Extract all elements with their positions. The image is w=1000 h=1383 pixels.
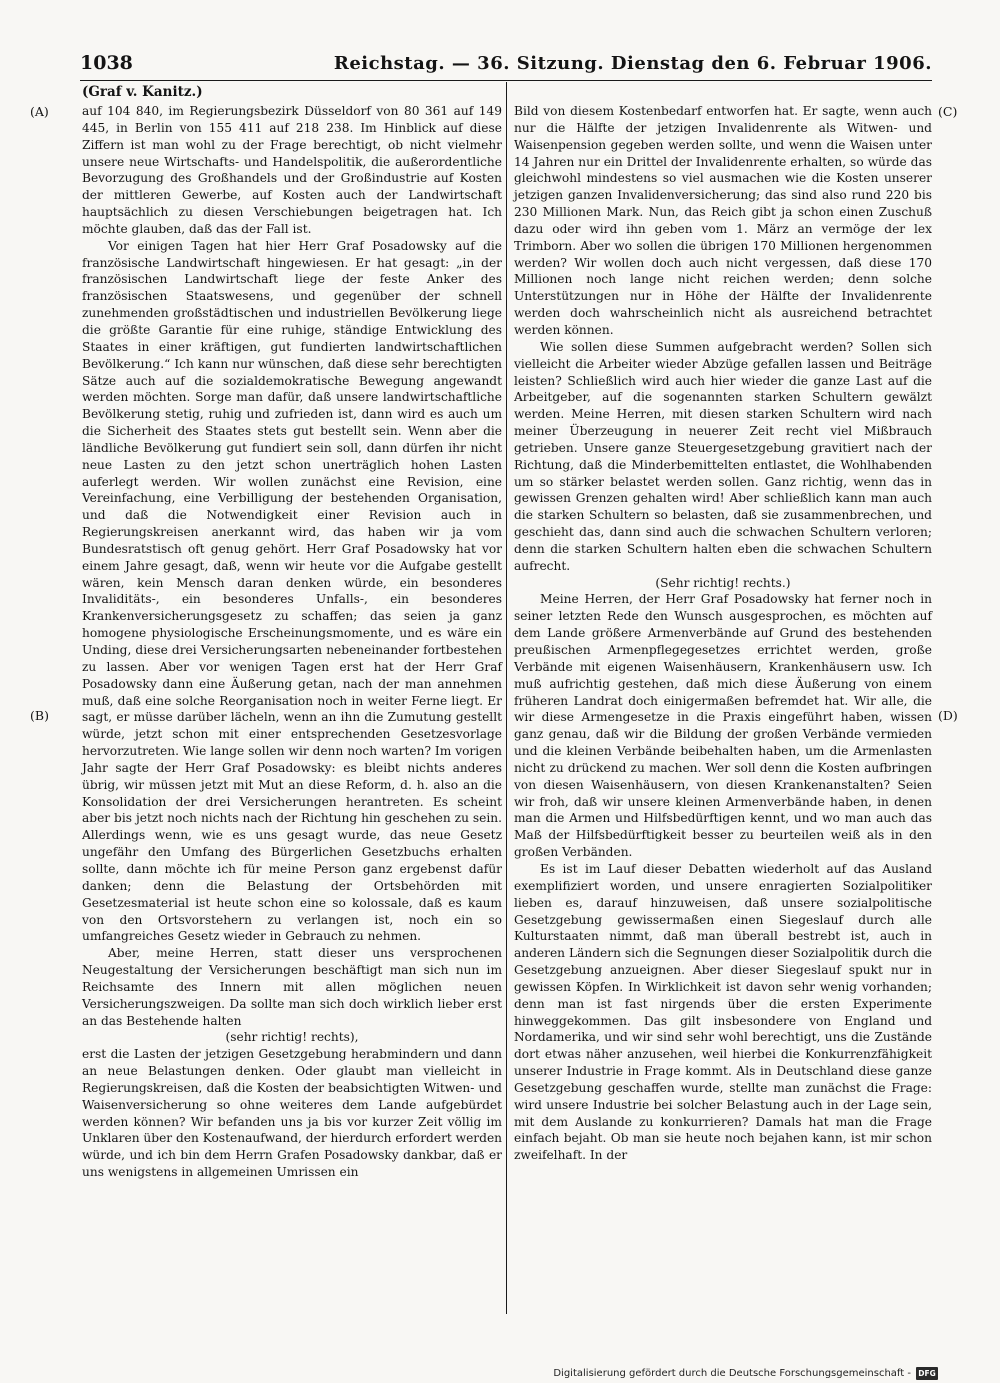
header-rule	[80, 80, 932, 81]
margin-marker-b: (B)	[30, 708, 49, 723]
running-title: Reichstag. — 36. Sitzung. Dienstag den 6. Februar 1906.	[333, 53, 932, 74]
speaker-name: (Graf v. Kanitz.)	[82, 84, 203, 100]
left-text-column	[82, 103, 502, 1181]
footer-credit	[553, 1366, 938, 1380]
footer-text: Digitalisierung gefördert durch die Deutsche Forschungsgemeinschaft -	[553, 1367, 911, 1379]
page-number: 1038	[80, 52, 133, 74]
page-header	[80, 52, 932, 80]
column-divider	[506, 82, 507, 1314]
margin-marker-c: (C)	[938, 104, 958, 119]
paragraph: Meine Herren, der Herr Graf Posadowsky hat ferner noch in seiner letzten Rede den Wunsch ausgesprochen, es möchten auf dem Lande größere Armenverbände auf Grund des bestehenden preußischen Armenpflegegesetzes errichtet werden, große Verbände mit eigenen Waisenhäusern, Krankenhäusern usw. Ich muß aufrichtig gestehen, daß mich diese Äußerung von einem früheren Landrat doch einigermaßen befremdet hat. Wir alle, die wir diese Armengesetze in die Praxis eingeführt haben, wissen ganz genau, daß wir die Bildung der großen Verbände vermieden und die kleinen Verbände beibehalten haben, um die Armenlasten nicht zu drückend zu machen. Wer soll denn die Kosten aufbringen von diesen Waisenhäusern, von diesen Krankenanstalten? Seien wir froh, daß wir unsere kleinen Armenverbände haben, in denen man die Armen und Hilfsbedürftigen kennt, und wo man auch das Maß der Hilfsbedürftigkeit besser zu beurteilen weiß als in den großen Verbänden.	[514, 592, 932, 860]
interjection: (sehr richtig! rechts),	[225, 1030, 359, 1045]
right-text-column	[514, 103, 932, 1164]
margin-marker-a: (A)	[30, 104, 49, 119]
margin-marker-d: (D)	[938, 708, 958, 723]
paragraph: erst die Lasten der jetzigen Gesetzgebung herabmindern und dann an neue Belastungen denken. Oder glaubt man vielleicht in Regierungskreisen, daß die Kosten der beabsichtigten Witwen- und Waisenversicherung so ohne weiteres dem Lande aufgebürdet werden können? Wir befanden uns ja bis vor kurzer Zeit völlig im Unklaren über den Kostenaufwand, der hierdurch erfordert werden würde, und ich bin dem Herrn Grafen Posadowsky dankbar, daß er uns wenigstens in allgemeinen Umrissen ein	[82, 1047, 502, 1180]
paragraph: Vor einigen Tagen hat hier Herr Graf Posadowsky auf die französische Landwirtschaft hingewiesen. Er hat gesagt: „in der französischen Landwirtschaft liege der feste Anker des französischen Staatswesens, und gegenüber der schnell zunehmenden großstädtischen und industriellen Bevölkerung liege die größte Garantie für eine ruhige, ständige Entwicklung des Staates in einer kräftigen, gut fundierten landwirtschaftlichen Bevölkerung.“ Ich kann nur wünschen, daß diese sehr berechtigten Sätze auch auf die sozialdemokratische Bewegung angewandt werden möchten. Sorge man dafür, daß unsere landwirtschaftliche Bevölkerung stetig, ruhig und zufrieden ist, dann wird es auch um die Sicherheit des Staates stets gut bestellt sein. Wenn aber die ländliche Bevölkerung gut fundiert sein soll, dann dürfen ihr nicht neue Lasten zu den jetzt schon unerträglich hohen Lasten auferlegt werden. Wir wollen zunächst eine Revision, eine Vereinfachung, eine Verbilligung der bestehenden Organisation, und daß die Notwendigkeit einer Revision auch in Regierungskreisen anerkannt wird, das haben wir ja vom Bundesratstisch oft genug gehört. Herr Graf Posadowsky hat vor einem Jahre gesagt, daß, wenn wir heute vor die Aufgabe gestellt wären, kein Mensch daran denken würde, ein besonderes Invaliditäts-, ein besonderes Unfalls-, ein besonderes Krankenversicherungsgesetz zu schaffen; das seien ja ganz homogene physiologische Erscheinungsmomente, und es wäre ein Unding, diese drei Versicherungsarten nebeneinander fortbestehen zu lassen. Aber vor wenigen Tagen erst hat der Herr Graf Posadowsky dann eine Äußerung getan, nach der man annehmen muß, daß eine solche Reorganisation noch in weiter Ferne liegt. Er sagt, er müsse darüber lächeln, wenn an ihn die Zumutung gestellt würde, jetzt schon mit einer entsprechenden Gesetzesvorlage hervorzutreten. Wie lange sollen wir denn noch warten? Im vorigen Jahr sagte der Herr Graf Posadowsky: es bleibt nichts anderes übrig, wir müssen jetzt mit Mut an diese Reform, d. h. also an die Konsolidation der drei Versicherungen herantreten. Es scheint aber bis jetzt noch nichts nach der Richtung hin geschehen zu sein. Allerdings wenn, wie es uns gesagt wurde, das neue Gesetz ungefähr den Umfang des Bürgerlichen Gesetzbuchs erhalten sollte, dann möchte ich für meine Person ganz ergebenst dafür danken; denn die Belastung der Ortsbehörden mit Gesetzesmaterial ist heute schon eine so kolossale, daß es kaum von den Ortsvorstehern zu verlangen ist, noch ein so umfangreiches Gesetz wieder in Gebrauch zu nehmen.	[82, 238, 502, 944]
dfg-logo-icon: DFG	[916, 1367, 938, 1380]
paragraph: Aber, meine Herren, statt dieser uns versprochenen Neugestaltung der Versicherungen beschäftigt man sich nun im Reichsamte des Innern mit allen möglichen neuen Versicherungszweigen. Da sollte man sich doch wirklich lieber erst an das Bestehende halten	[82, 946, 502, 1028]
paragraph: auf 104 840, im Regierungsbezirk Düsseldorf von 80 361 auf 149 445, in Berlin von 155 411 auf 218 238. Im Hinblick auf diese Ziffern ist man wohl zu der Frage berechtigt, ob nicht vielmehr unsere neue Wirtschafts- und Handelspolitik, die außerordentliche Bevorzugung des Großhandels und der Großindustrie auf Kosten der mittleren Gewerbe, auf Kosten auch der Landwirtschaft hauptsächlich zu diesen Verschiebungen beigetragen hat. Ich möchte glauben, daß das der Fall ist.	[82, 104, 502, 236]
interjection: (Sehr richtig! rechts.)	[655, 575, 791, 590]
paragraph: Wie sollen diese Summen aufgebracht werden? Sollen sich vielleicht die Arbeiter wieder Abzüge gefallen lassen und Beiträge leisten? Schließlich wird auch hier wieder die ganze Last auf die Arbeitgeber, auf die sogenannten starken Schultern gewälzt werden. Meine Herren, mit diesen starken Schultern wird nach meiner Überzeugung in neuerer Zeit recht viel Mißbrauch getrieben. Unsere ganze Steuergesetzgebung gravitiert nach der Richtung, daß die Minderbemittelten entlastet, die Wohlhabenden um so stärker belastet werden sollen. Ganz richtig, wenn das in gewissen Grenzen gehalten wird! Aber schließlich kann man auch die starken Schultern so belasten, daß sie zusammenbrechen, und geschieht das, dann sind auch die schwachen Schultern verloren; denn die starken Schultern halten eben die schwachen Schultern aufrecht.	[514, 339, 932, 573]
paragraph: Es ist im Lauf dieser Debatten wiederholt auf das Ausland exemplifiziert worden, und unsere enragierten Sozialpolitiker lieben es, darauf hinzuweisen, daß unsere sozialpolitische Gesetzgebung gewissermaßen einen Siegeslauf durch alle Kulturstaaten nimmt, daß man überall bestrebt ist, auch in anderen Ländern sich die Segnungen dieser Sozialpolitik durch die Gesetzgebung anzueignen. Aber dieser Siegeslauf spukt nur in gewissen Köpfen. In Wirklichkeit ist davon sehr wenig vorhanden; denn man ist fast nirgends über die ersten Experimente hinweggekommen. Das gilt insbesondere von England und Nordamerika, und wir sind sehr wohl berechtigt, uns die Zustände dort etwas näher anzusehen, weil hierbei die Konkurrenzfähigkeit unserer Industrie in Frage kommt. Als in Deutschland diese ganze Gesetzgebung geschaffen wurde, stellte man zunächst die Frage: wird unsere Industrie bei solcher Belastung auch in der Lage sein, mit dem Auslande zu konkurrieren? Damals hat man die Frage einfach bejaht. Ob man sie heute noch bejahen kann, ist mir schon zweifelhaft. In der	[514, 861, 932, 1163]
paragraph: Bild von diesem Kostenbedarf entworfen hat. Er sagte, wenn auch nur die Hälfte der jetzigen Invalidenrente als Witwen- und Waisenpension gegeben werden sollte, und wenn die Waisen unter 14 Jahren nur ein Drittel der Invalidenrente erhalten, so würde das gleichwohl mindestens so viel ausmachen wie die Kosten unserer jetzigen ganzen Invalidenversicherung; das sind also rund 220 bis 230 Millionen Mark. Nun, das Reich gibt ja schon einen Zuschuß dazu oder wird ihn geben vom 1. März an vermöge der lex Trimborn. Aber wo sollen die übrigen 170 Millionen hergenommen werden? Wir wollen doch auch nicht vergessen, daß diese 170 Millionen noch lange nicht reichen werden; denn solche Unterstützungen nur in Höhe der Hälfte der Invalidenrente werden doch wahrscheinlich nicht als ausreichend betrachtet werden können.	[514, 104, 932, 337]
